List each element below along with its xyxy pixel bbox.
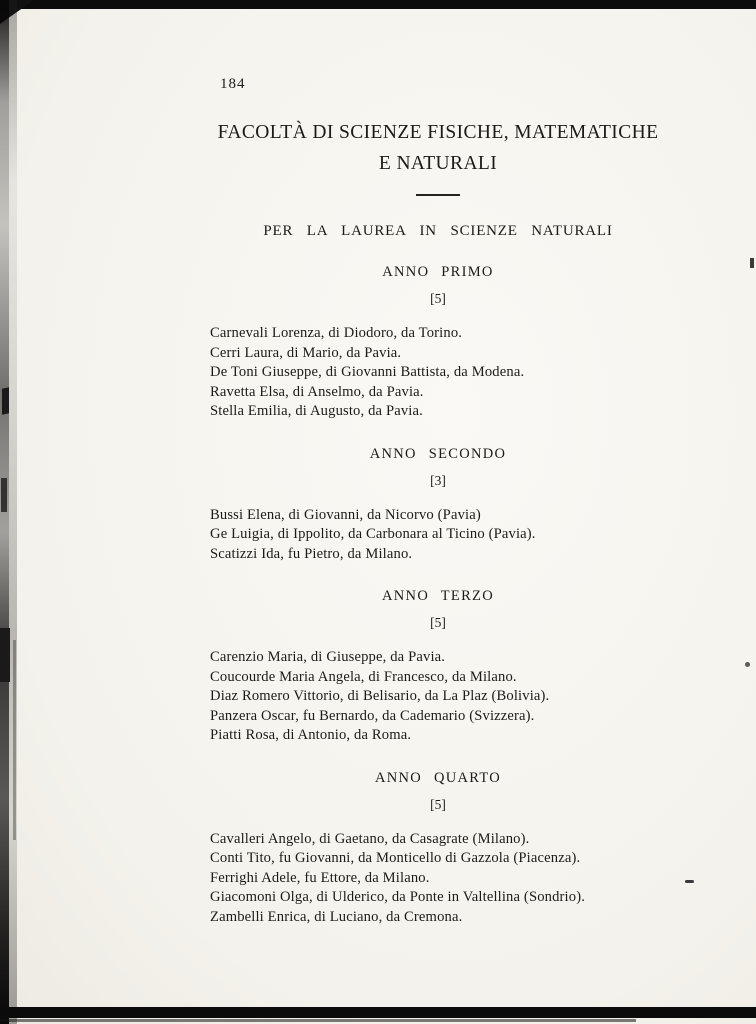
student-entry: Cerri Laura, di Mario, da Pavia. [210, 344, 402, 361]
section-heading: ANNO PRIMO [382, 264, 494, 280]
section-heading: ANNO TERZO [382, 588, 494, 604]
scan-bottom-edge [0, 1007, 756, 1018]
student-entry: Zambelli Enrica, di Luciano, da Cremona. [210, 908, 463, 925]
student-entry: Bussi Elena, di Giovanni, da Nicorvo (Pavia) [210, 506, 481, 523]
degree-subtitle: PER LA LAUREA IN SCIENZE NATURALI [263, 223, 613, 239]
student-entry: Carnevali Lorenza, di Diodoro, da Torino. [210, 325, 463, 341]
student-entry: Scatizzi Ida, fu Pietro, da Milano. [210, 545, 413, 562]
student-list [210, 324, 666, 422]
section-heading: ANNO SECONDO [369, 445, 507, 462]
section-anno-quarto [210, 770, 666, 928]
student-entry: Carenzio Maria, di Giuseppe, da Pavia. [210, 649, 446, 665]
faculty-title-line-1: FACOLTÀ DI SCIENZE FISICHE, MATEMATICHE [217, 122, 659, 143]
student-list [210, 830, 666, 928]
section-anno-terzo [210, 588, 666, 746]
faculty-title [210, 117, 666, 179]
student-entry: Stella Emilia, di Augusto, da Pavia. [210, 403, 423, 419]
page-number: 184 [220, 76, 246, 92]
title-divider [416, 194, 460, 196]
student-entry: De Toni Giuseppe, di Giovanni Battista, da Modena. [210, 364, 525, 380]
student-entry: Cavalleri Angelo, di Gaetano, da Casagrate (Milano). [210, 830, 530, 847]
faculty-title-line-2: E NATURALI [378, 153, 498, 174]
student-list [210, 648, 666, 746]
scan-bottom-edge-shadow [0, 1019, 636, 1022]
student-entry: Ravetta Elsa, di Anselmo, da Pavia. [210, 383, 424, 400]
section-anno-primo [210, 264, 666, 422]
student-entry: Conti Tito, fu Giovanni, da Monticello di Gazzola (Piacenza). [210, 850, 581, 866]
student-count: [5] [430, 615, 446, 630]
student-entry: Ferrighi Adele, fu Ettore, da Milano. [210, 869, 430, 886]
student-entry: Piatti Rosa, di Antonio, da Roma. [210, 727, 412, 743]
student-entry: Giacomoni Olga, di Ulderico, da Ponte in Valtellina (Sondrio). [210, 889, 586, 905]
student-entry: Coucourde Maria Angela, di Francesco, da Milano. [210, 668, 517, 685]
student-count: [3] [430, 472, 446, 488]
section-anno-secondo [210, 446, 666, 565]
student-count: [5] [430, 796, 446, 812]
student-entry: Diaz Romero Vittorio, di Belisario, da La Plaz (Bolivia). [210, 688, 550, 704]
student-entry: Ge Luigia, di Ippolito, da Carbonara al Ticino (Pavia). [210, 526, 536, 542]
student-list [210, 506, 666, 565]
student-entry: Panzera Oscar, fu Bernardo, da Cademario (Svizzera). [210, 707, 535, 724]
section-heading: ANNO QUARTO [374, 769, 502, 786]
student-count: [5] [430, 291, 446, 306]
